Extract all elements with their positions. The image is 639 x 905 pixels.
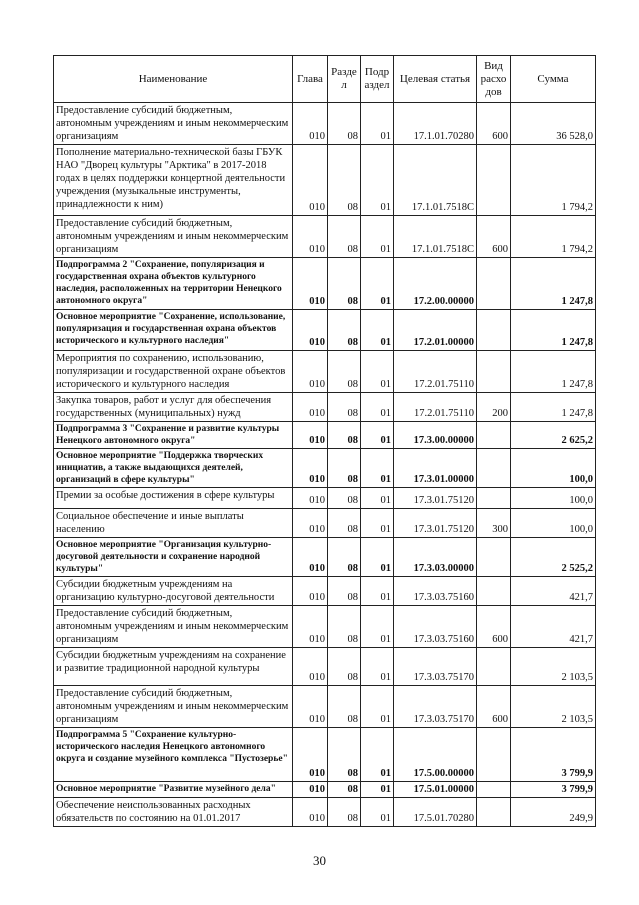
cell-target: 17.5.01.70280 xyxy=(394,798,477,827)
table-row xyxy=(54,310,596,351)
cell-target: 17.2.01.00000 xyxy=(394,310,477,351)
cell-podrazdel: 01 xyxy=(361,351,394,393)
header-podrazdel: Подр аздел xyxy=(361,56,394,103)
cell-name: Субсидии бюджетным учреждениям на организацию культурно-досуговой деятельности xyxy=(54,577,293,606)
cell-name: Подпрограмма 2 "Сохранение, популяризация и государственная охрана объектов культурного наследия, расположенных на территории Ненецкого автономного округа" xyxy=(54,258,293,310)
cell-podrazdel: 01 xyxy=(361,606,394,648)
table-row xyxy=(54,422,596,449)
cell-vid xyxy=(477,145,511,216)
table-row xyxy=(54,103,596,145)
cell-target: 17.3.01.75120 xyxy=(394,488,477,509)
cell-sum: 249,9 xyxy=(511,798,596,827)
cell-glava: 010 xyxy=(293,728,328,782)
cell-vid xyxy=(477,310,511,351)
table-row xyxy=(54,538,596,577)
cell-target: 17.3.00.00000 xyxy=(394,422,477,449)
cell-glava: 010 xyxy=(293,310,328,351)
table-row xyxy=(54,509,596,538)
cell-name: Субсидии бюджетным учреждениям на сохранение и развитие традиционной народной культуры xyxy=(54,648,293,686)
cell-podrazdel: 01 xyxy=(361,258,394,310)
cell-sum: 1 794,2 xyxy=(511,216,596,258)
cell-target: 17.3.03.00000 xyxy=(394,538,477,577)
cell-razdel: 08 xyxy=(328,577,361,606)
cell-glava: 010 xyxy=(293,606,328,648)
cell-glava: 010 xyxy=(293,145,328,216)
cell-name: Основное мероприятие "Сохранение, использование, популяризация и государственная охрана объектов исторического и культурного наследия" xyxy=(54,310,293,351)
cell-glava: 010 xyxy=(293,648,328,686)
header-target: Целевая статья xyxy=(394,56,477,103)
cell-target: 17.1.01.7518С xyxy=(394,216,477,258)
cell-sum: 36 528,0 xyxy=(511,103,596,145)
header-vid: Вид расхо дов xyxy=(477,56,511,103)
header-razdel: Разде л xyxy=(328,56,361,103)
cell-name: Социальное обеспечение и иные выплаты населению xyxy=(54,509,293,538)
page-number: 30 xyxy=(313,853,326,868)
cell-vid xyxy=(477,351,511,393)
cell-sum: 3 799,9 xyxy=(511,782,596,798)
cell-target: 17.1.01.70280 xyxy=(394,103,477,145)
cell-target: 17.3.03.75160 xyxy=(394,577,477,606)
cell-podrazdel: 01 xyxy=(361,686,394,728)
cell-razdel: 08 xyxy=(328,393,361,422)
cell-vid: 600 xyxy=(477,103,511,145)
cell-glava: 010 xyxy=(293,103,328,145)
cell-podrazdel: 01 xyxy=(361,509,394,538)
header-sum: Сумма xyxy=(511,56,596,103)
cell-podrazdel: 01 xyxy=(361,648,394,686)
cell-name: Премии за особые достижения в сфере культуры xyxy=(54,488,293,509)
cell-glava: 010 xyxy=(293,798,328,827)
cell-razdel: 08 xyxy=(328,216,361,258)
cell-name: Мероприятия по сохранению, использованию, популяризации и государственной охране объектов исторического и культурного наследия xyxy=(54,351,293,393)
cell-vid: 600 xyxy=(477,216,511,258)
cell-sum: 3 799,9 xyxy=(511,728,596,782)
table-row xyxy=(54,351,596,393)
cell-sum: 2 103,5 xyxy=(511,648,596,686)
cell-glava: 010 xyxy=(293,509,328,538)
cell-sum: 2 525,2 xyxy=(511,538,596,577)
cell-podrazdel: 01 xyxy=(361,393,394,422)
cell-name: Подпрограмма 3 "Сохранение и развитие культуры Ненецкого автономного округа" xyxy=(54,422,293,449)
cell-name: Пополнение материально-технической базы ГБУК НАО "Дворец культуры "Арктика" в 2017-2018 годах в целях поддержки концертной деятельности учреждения (музыкальные инструменты, принадлежности к ним) xyxy=(54,145,293,216)
cell-podrazdel: 01 xyxy=(361,145,394,216)
cell-glava: 010 xyxy=(293,577,328,606)
table-row xyxy=(54,488,596,509)
cell-vid xyxy=(477,538,511,577)
cell-razdel: 08 xyxy=(328,422,361,449)
cell-glava: 010 xyxy=(293,216,328,258)
cell-sum: 100,0 xyxy=(511,488,596,509)
cell-podrazdel: 01 xyxy=(361,538,394,577)
cell-razdel: 08 xyxy=(328,449,361,488)
cell-podrazdel: 01 xyxy=(361,310,394,351)
cell-podrazdel: 01 xyxy=(361,422,394,449)
cell-name: Закупка товаров, работ и услуг для обеспечения государственных (муниципальных) нужд xyxy=(54,393,293,422)
cell-glava: 010 xyxy=(293,351,328,393)
cell-podrazdel: 01 xyxy=(361,488,394,509)
cell-razdel: 08 xyxy=(328,798,361,827)
cell-sum: 100,0 xyxy=(511,449,596,488)
cell-vid: 600 xyxy=(477,686,511,728)
cell-vid xyxy=(477,728,511,782)
cell-glava: 010 xyxy=(293,686,328,728)
cell-target: 17.2.01.75110 xyxy=(394,393,477,422)
cell-target: 17.5.00.00000 xyxy=(394,728,477,782)
table-row xyxy=(54,606,596,648)
cell-podrazdel: 01 xyxy=(361,103,394,145)
cell-sum: 1 794,2 xyxy=(511,145,596,216)
cell-glava: 010 xyxy=(293,422,328,449)
cell-name: Основное мероприятие "Развитие музейного дела" xyxy=(54,782,293,798)
cell-glava: 010 xyxy=(293,449,328,488)
cell-razdel: 08 xyxy=(328,258,361,310)
cell-sum: 421,7 xyxy=(511,606,596,648)
table-row xyxy=(54,577,596,606)
cell-razdel: 08 xyxy=(328,351,361,393)
table-row xyxy=(54,216,596,258)
cell-glava: 010 xyxy=(293,488,328,509)
cell-vid xyxy=(477,488,511,509)
cell-name: Основное мероприятие "Поддержка творческих инициатив, а также выдающихся деятелей, организаций в сфере культуры" xyxy=(54,449,293,488)
cell-glava: 010 xyxy=(293,782,328,798)
table-row xyxy=(54,145,596,216)
cell-name: Предоставление субсидий бюджетным, автономным учреждениям и иным некоммерческим организациям xyxy=(54,606,293,648)
cell-sum: 1 247,8 xyxy=(511,393,596,422)
cell-sum: 1 247,8 xyxy=(511,258,596,310)
cell-sum: 1 247,8 xyxy=(511,310,596,351)
cell-sum: 2 625,2 xyxy=(511,422,596,449)
cell-target: 17.3.03.75160 xyxy=(394,606,477,648)
cell-target: 17.5.01.00000 xyxy=(394,782,477,798)
header-glava: Глава xyxy=(293,56,328,103)
cell-glava: 010 xyxy=(293,393,328,422)
cell-vid xyxy=(477,782,511,798)
cell-razdel: 08 xyxy=(328,686,361,728)
cell-razdel: 08 xyxy=(328,488,361,509)
header-name: Наименование xyxy=(54,56,293,103)
cell-sum: 1 247,8 xyxy=(511,351,596,393)
cell-target: 17.2.00.00000 xyxy=(394,258,477,310)
cell-name: Предоставление субсидий бюджетным, автономным учреждениям и иным некоммерческим организациям xyxy=(54,103,293,145)
cell-vid xyxy=(477,422,511,449)
cell-vid xyxy=(477,258,511,310)
cell-target: 17.3.01.75120 xyxy=(394,509,477,538)
table-body xyxy=(54,103,596,827)
cell-razdel: 08 xyxy=(328,648,361,686)
cell-name: Предоставление субсидий бюджетным, автономным учреждениям и иным некоммерческим организациям xyxy=(54,216,293,258)
table-row xyxy=(54,728,596,782)
cell-vid xyxy=(477,648,511,686)
cell-razdel: 08 xyxy=(328,310,361,351)
cell-sum: 2 103,5 xyxy=(511,686,596,728)
cell-vid xyxy=(477,449,511,488)
cell-razdel: 08 xyxy=(328,538,361,577)
cell-glava: 010 xyxy=(293,538,328,577)
cell-podrazdel: 01 xyxy=(361,782,394,798)
cell-name: Предоставление субсидий бюджетным, автономным учреждениям и иным некоммерческим организациям xyxy=(54,686,293,728)
cell-vid: 300 xyxy=(477,509,511,538)
cell-name: Подпрограмма 5 "Сохранение культурно-исторического наследия Ненецкого автономного округа и создание музейного комплекса "Пустозерье" xyxy=(54,728,293,782)
cell-target: 17.3.03.75170 xyxy=(394,686,477,728)
table-row xyxy=(54,449,596,488)
cell-target: 17.1.01.7518С xyxy=(394,145,477,216)
cell-target: 17.3.01.00000 xyxy=(394,449,477,488)
cell-name: Обеспечение неиспользованных расходных обязательств по состоянию на 01.01.2017 xyxy=(54,798,293,827)
cell-vid: 600 xyxy=(477,606,511,648)
table-row xyxy=(54,686,596,728)
table-row xyxy=(54,798,596,827)
cell-podrazdel: 01 xyxy=(361,216,394,258)
table-row xyxy=(54,782,596,798)
cell-razdel: 08 xyxy=(328,728,361,782)
cell-razdel: 08 xyxy=(328,145,361,216)
cell-sum: 100,0 xyxy=(511,509,596,538)
cell-sum: 421,7 xyxy=(511,577,596,606)
cell-podrazdel: 01 xyxy=(361,449,394,488)
cell-glava: 010 xyxy=(293,258,328,310)
table-row xyxy=(54,258,596,310)
cell-target: 17.2.01.75110 xyxy=(394,351,477,393)
cell-razdel: 08 xyxy=(328,782,361,798)
cell-vid xyxy=(477,798,511,827)
table-row xyxy=(54,393,596,422)
cell-podrazdel: 01 xyxy=(361,728,394,782)
cell-vid xyxy=(477,577,511,606)
table-row xyxy=(54,648,596,686)
cell-name: Основное мероприятие "Организация культурно-досуговой деятельности и сохранение народной культуры" xyxy=(54,538,293,577)
table-header-row xyxy=(54,56,596,103)
cell-razdel: 08 xyxy=(328,509,361,538)
cell-razdel: 08 xyxy=(328,606,361,648)
cell-target: 17.3.03.75170 xyxy=(394,648,477,686)
cell-razdel: 08 xyxy=(328,103,361,145)
cell-vid: 200 xyxy=(477,393,511,422)
cell-podrazdel: 01 xyxy=(361,577,394,606)
budget-table xyxy=(53,55,596,827)
cell-podrazdel: 01 xyxy=(361,798,394,827)
